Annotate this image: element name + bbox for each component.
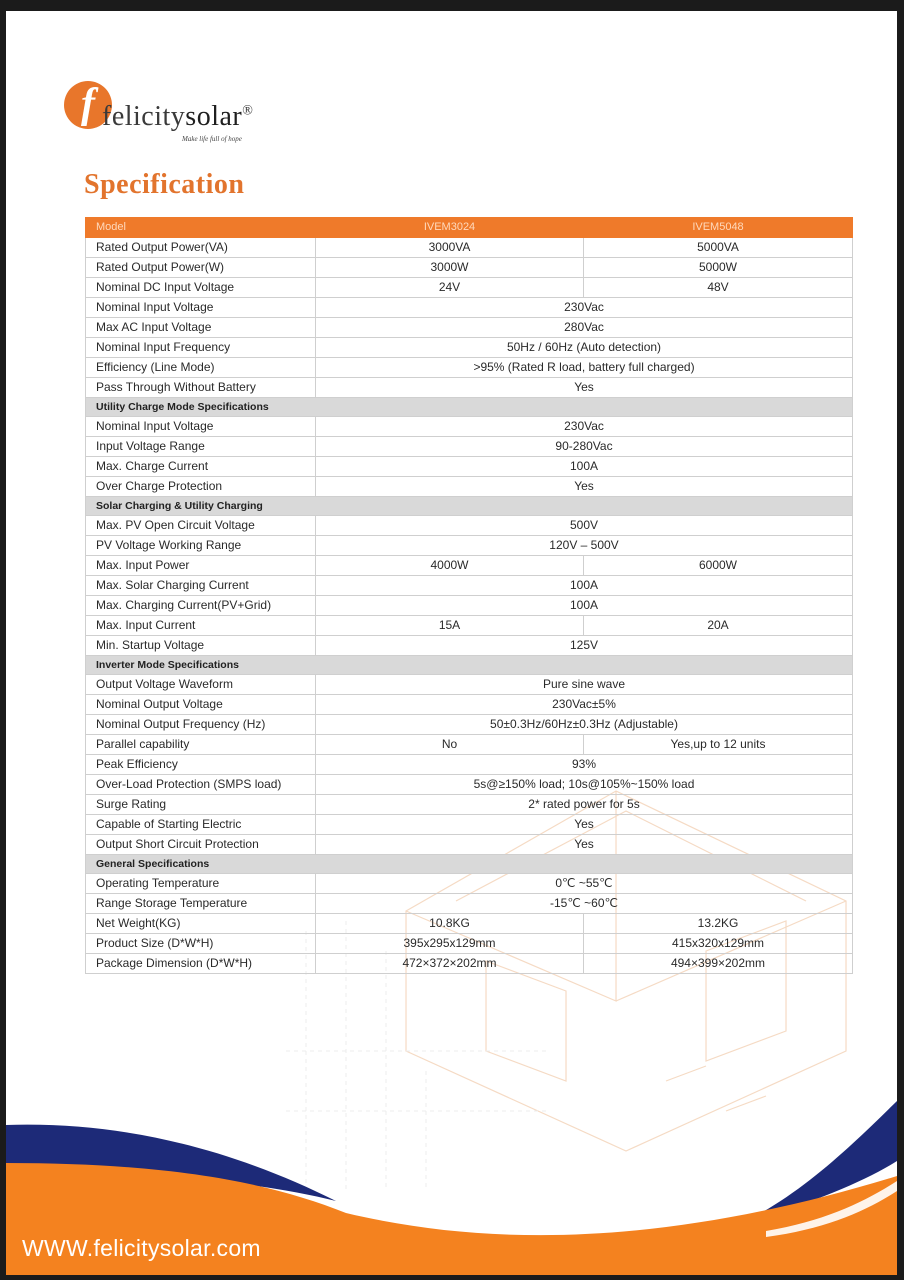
spec-label: Nominal Output Voltage: [86, 695, 316, 715]
table-row: [86, 795, 853, 815]
table-row: [86, 457, 853, 477]
spec-value: 50Hz / 60Hz (Auto detection): [316, 338, 853, 358]
spec-label: Max. Input Power: [86, 556, 316, 576]
page-title: Specification: [84, 169, 245, 200]
spec-value: >95% (Rated R load, battery full charged): [316, 358, 853, 378]
table-row: [86, 477, 853, 497]
spec-value-ivem5048: Yes,up to 12 units: [584, 735, 853, 755]
table-row: [86, 338, 853, 358]
spec-label: Surge Rating: [86, 795, 316, 815]
spec-label: Efficiency (Line Mode): [86, 358, 316, 378]
spec-label: Input Voltage Range: [86, 437, 316, 457]
logo-letter: f: [81, 81, 95, 127]
spec-label: Max. Solar Charging Current: [86, 576, 316, 596]
header-ivem5048: IVEM5048: [584, 218, 853, 238]
spec-label: Rated Output Power(W): [86, 258, 316, 278]
website-url[interactable]: WWW.felicitysolar.com: [22, 1235, 261, 1261]
specification-table: [85, 217, 853, 974]
spec-value-ivem3024: No: [316, 735, 584, 755]
registered-mark: ®: [242, 103, 254, 119]
table-row: [86, 536, 853, 556]
spec-label: Package Dimension (D*W*H): [86, 954, 316, 974]
spec-label: Pass Through Without Battery: [86, 378, 316, 398]
spec-label: Output Voltage Waveform: [86, 675, 316, 695]
spec-value: 500V: [316, 516, 853, 536]
spec-value: Yes: [316, 378, 853, 398]
spec-label: Max. Charging Current(PV+Grid): [86, 596, 316, 616]
spec-label: Parallel capability: [86, 735, 316, 755]
spec-value-ivem3024: 24V: [316, 278, 584, 298]
table-row: [86, 755, 853, 775]
table-row: [86, 934, 853, 954]
spec-label: Nominal DC Input Voltage: [86, 278, 316, 298]
spec-value: -15℃ ~60℃: [316, 894, 853, 914]
header-model: Model: [86, 218, 316, 238]
spec-label: PV Voltage Working Range: [86, 536, 316, 556]
brand-name-part2: solar: [185, 101, 243, 132]
section-title: General Specifications: [86, 855, 853, 874]
spec-label: Max AC Input Voltage: [86, 318, 316, 338]
table-row: [86, 556, 853, 576]
header-ivem3024: IVEM3024: [316, 218, 584, 238]
spec-value-ivem5048: 20A: [584, 616, 853, 636]
table-row: [86, 874, 853, 894]
table-row: [86, 715, 853, 735]
spec-value-ivem3024: 3000W: [316, 258, 584, 278]
table-row: [86, 954, 853, 974]
spec-value-ivem5048: 415x320x129mm: [584, 934, 853, 954]
spec-value: 280Vac: [316, 318, 853, 338]
spec-value: 100A: [316, 596, 853, 616]
spec-label: Min. Startup Voltage: [86, 636, 316, 656]
spec-value-ivem3024: 3000VA: [316, 238, 584, 258]
table-row: [86, 238, 853, 258]
spec-value: 0℃ ~55℃: [316, 874, 853, 894]
spec-value-ivem3024: 472×372×202mm: [316, 954, 584, 974]
spec-label: Net Weight(KG): [86, 914, 316, 934]
spec-value: Yes: [316, 477, 853, 497]
table-row: [86, 735, 853, 755]
table-row: [86, 358, 853, 378]
table-row: [86, 258, 853, 278]
spec-value: 230Vac: [316, 417, 853, 437]
spec-label: Max. Charge Current: [86, 457, 316, 477]
table-row: [86, 378, 853, 398]
section-header-row: [86, 656, 853, 675]
brand-name: [102, 101, 253, 133]
spec-label: Operating Temperature: [86, 874, 316, 894]
spec-value: 93%: [316, 755, 853, 775]
section-title: Inverter Mode Specifications: [86, 656, 853, 675]
table-header-row: [86, 218, 853, 238]
table-row: [86, 596, 853, 616]
spec-value: 230Vac: [316, 298, 853, 318]
spec-label: Max. PV Open Circuit Voltage: [86, 516, 316, 536]
spec-value: 90-280Vac: [316, 437, 853, 457]
spec-value: Yes: [316, 815, 853, 835]
spec-label: Nominal Input Frequency: [86, 338, 316, 358]
brand-name-part1: felicity: [102, 101, 186, 132]
section-title: Solar Charging & Utility Charging: [86, 497, 853, 516]
table-row: [86, 576, 853, 596]
section-header-row: [86, 398, 853, 417]
table-row: [86, 675, 853, 695]
spec-label: Peak Efficiency: [86, 755, 316, 775]
table-row: [86, 278, 853, 298]
spec-value-ivem3024: 10.8KG: [316, 914, 584, 934]
spec-label: Range Storage Temperature: [86, 894, 316, 914]
spec-value: 5s@≥150% load; 10s@105%~150% load: [316, 775, 853, 795]
table-row: [86, 695, 853, 715]
table-row: [86, 616, 853, 636]
table-row: [86, 298, 853, 318]
table-row: [86, 835, 853, 855]
table-row: [86, 417, 853, 437]
spec-value-ivem5048: 494×399×202mm: [584, 954, 853, 974]
section-title: Utility Charge Mode Specifications: [86, 398, 853, 417]
spec-value: 125V: [316, 636, 853, 656]
spec-label: Nominal Input Voltage: [86, 417, 316, 437]
spec-value: 2* rated power for 5s: [316, 795, 853, 815]
table-row: [86, 815, 853, 835]
spec-value: Yes: [316, 835, 853, 855]
spec-label: Output Short Circuit Protection: [86, 835, 316, 855]
table-row: [86, 318, 853, 338]
spec-label: Max. Input Current: [86, 616, 316, 636]
table-row: [86, 516, 853, 536]
table-row: [86, 894, 853, 914]
spec-value-ivem5048: 5000W: [584, 258, 853, 278]
table-row: [86, 437, 853, 457]
spec-value: 100A: [316, 576, 853, 596]
brand-tagline: Make life full of hope: [182, 135, 242, 143]
section-header-row: [86, 855, 853, 874]
section-header-row: [86, 497, 853, 516]
spec-value-ivem5048: 13.2KG: [584, 914, 853, 934]
spec-value: 230Vac±5%: [316, 695, 853, 715]
spec-label: Rated Output Power(VA): [86, 238, 316, 258]
table-row: [86, 636, 853, 656]
spec-value-ivem5048: 5000VA: [584, 238, 853, 258]
spec-value: 100A: [316, 457, 853, 477]
spec-value-ivem3024: 15A: [316, 616, 584, 636]
spec-label: Nominal Input Voltage: [86, 298, 316, 318]
spec-value-ivem5048: 48V: [584, 278, 853, 298]
spec-label: Nominal Output Frequency (Hz): [86, 715, 316, 735]
spec-sheet-page: [6, 11, 897, 1275]
spec-label: Over Charge Protection: [86, 477, 316, 497]
spec-value: Pure sine wave: [316, 675, 853, 695]
table-row: [86, 914, 853, 934]
spec-label: Product Size (D*W*H): [86, 934, 316, 954]
spec-label: Over-Load Protection (SMPS load): [86, 775, 316, 795]
spec-value: 50±0.3Hz/60Hz±0.3Hz (Adjustable): [316, 715, 853, 735]
table-row: [86, 775, 853, 795]
spec-value-ivem3024: 395x295x129mm: [316, 934, 584, 954]
specification-table-body: [86, 218, 853, 974]
spec-label: Capable of Starting Electric: [86, 815, 316, 835]
spec-value: 120V – 500V: [316, 536, 853, 556]
spec-value-ivem3024: 4000W: [316, 556, 584, 576]
spec-value-ivem5048: 6000W: [584, 556, 853, 576]
